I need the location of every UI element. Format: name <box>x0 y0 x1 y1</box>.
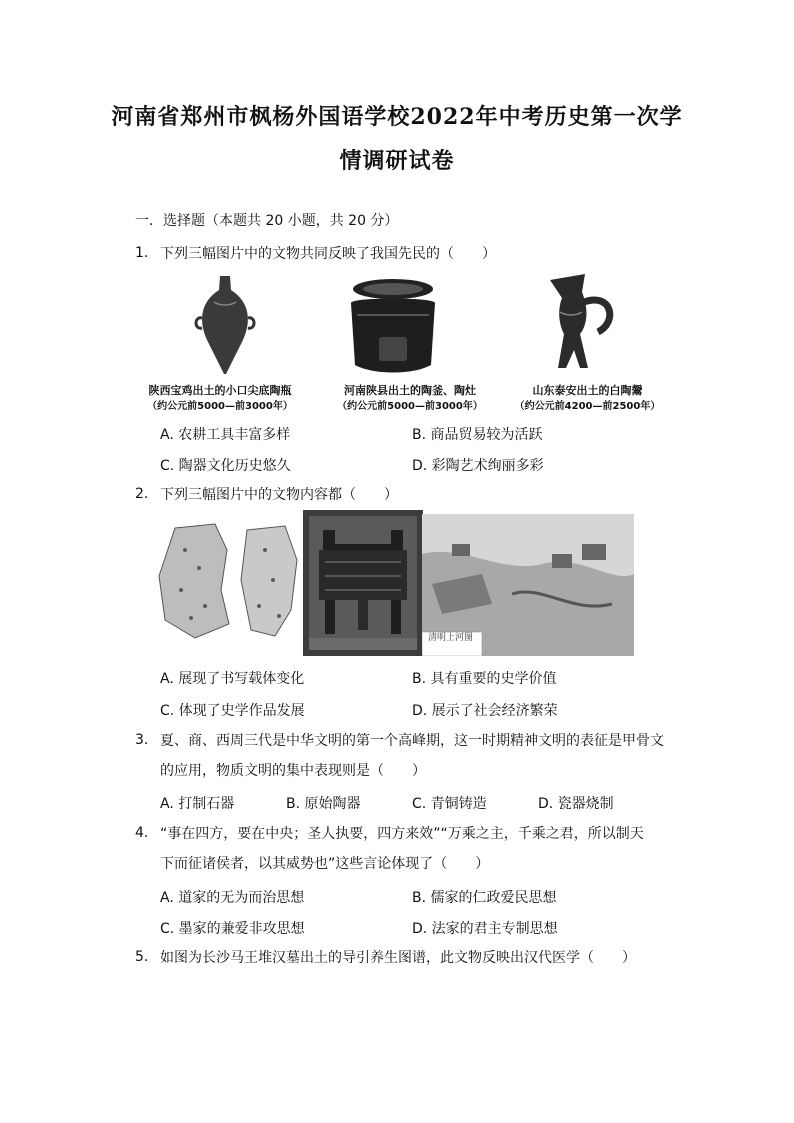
q3-stem-line1: 夏、商、西周三代是中华文明的第一个高峰期，这一时期精神文明的表征是甲骨文 <box>160 733 664 749</box>
q1-caption-3 <box>505 383 670 414</box>
q2-option-b[interactable]: B. 具有重要的史学价值 <box>412 671 557 687</box>
q1-option-d[interactable]: D. 彩陶艺术绚丽多彩 <box>412 458 544 474</box>
q4-stem-line1: “事在四方，要在中央；圣人执要，四方来效”“万乘之主，千乘之君，所以制天 <box>160 826 644 842</box>
q1-stem: 下列三幅图片中的文物共同反映了我国先民的（ ） <box>160 246 496 262</box>
q2-stem: 下列三幅图片中的文物内容都（ ） <box>160 487 398 503</box>
q3-option-d[interactable]: D. 瓷器烧制 <box>538 796 614 812</box>
white-pottery-gui-image <box>540 272 620 372</box>
page-title: 河南省郑州市枫杨外国语学校2022年中考历史第一次学 <box>111 104 683 130</box>
bronze-ding-image <box>303 510 423 656</box>
q4-option-d[interactable]: D. 法家的君主专制思想 <box>412 921 558 937</box>
q1-caption-3-name: 山东泰安出土的白陶鬶 <box>532 384 643 397</box>
q2-option-d[interactable]: D. 展示了社会经济繁荣 <box>412 703 558 719</box>
q2-option-a[interactable]: A. 展现了书写载体变化 <box>160 671 305 687</box>
q3-option-a[interactable]: A. 打制石器 <box>160 796 235 812</box>
page-title-line2: 情调研试卷 <box>339 148 455 174</box>
q1-option-b[interactable]: B. 商品贸易较为活跃 <box>412 427 543 443</box>
q4-number: 4. <box>135 825 149 841</box>
pottery-cauldron-stove-image <box>343 275 443 377</box>
q1-option-a[interactable]: A. 农耕工具丰富多样 <box>160 427 291 443</box>
q3-number: 3. <box>135 732 149 748</box>
q1-caption-1 <box>130 383 310 414</box>
q1-caption-3-date: （约公元前4200—前2500年） <box>514 401 661 412</box>
q5-stem: 如图为长沙马王堆汉墓出土的导引养生图谱，此文物反映出汉代医学（ ） <box>160 950 636 966</box>
q1-number: 1. <box>135 245 149 261</box>
oracle-bone-image <box>155 520 305 642</box>
q1-caption-1-date: （约公元前5000—前3000年） <box>147 401 293 412</box>
q2-option-c[interactable]: C. 体现了史学作品发展 <box>160 703 305 719</box>
q4-stem-line2: 下而征诸侯者，以其威势也”这些言论体现了（ ） <box>160 856 490 872</box>
qingming-label: 清明上河图 <box>428 633 474 643</box>
section-heading: 一．选择题（本题共 20 小题，共 20 分） <box>135 213 399 229</box>
q2-number: 2. <box>135 486 149 502</box>
q1-option-c[interactable]: C. 陶器文化历史悠久 <box>160 458 291 474</box>
q1-caption-2-date: （约公元前5000—前3000年） <box>337 401 483 412</box>
pointed-bottom-pottery-bottle-image <box>190 272 260 377</box>
q4-option-b[interactable]: B. 儒家的仁政爱民思想 <box>412 890 557 906</box>
q1-caption-2-name: 河南陕县出土的陶釜、陶灶 <box>344 384 476 397</box>
q1-caption-1-name: 陕西宝鸡出土的小口尖底陶瓶 <box>148 384 292 397</box>
q3-option-c[interactable]: C. 青铜铸造 <box>412 796 487 812</box>
q3-stem-line2: 的应用，物质文明的集中表现则是（ ） <box>160 763 426 779</box>
q1-caption-2 <box>325 383 495 414</box>
q3-option-b[interactable]: B. 原始陶器 <box>286 796 361 812</box>
q4-option-a[interactable]: A. 道家的无为而治思想 <box>160 890 305 906</box>
q5-number: 5. <box>135 949 149 965</box>
q4-option-c[interactable]: C. 墨家的兼爱非攻思想 <box>160 921 305 937</box>
